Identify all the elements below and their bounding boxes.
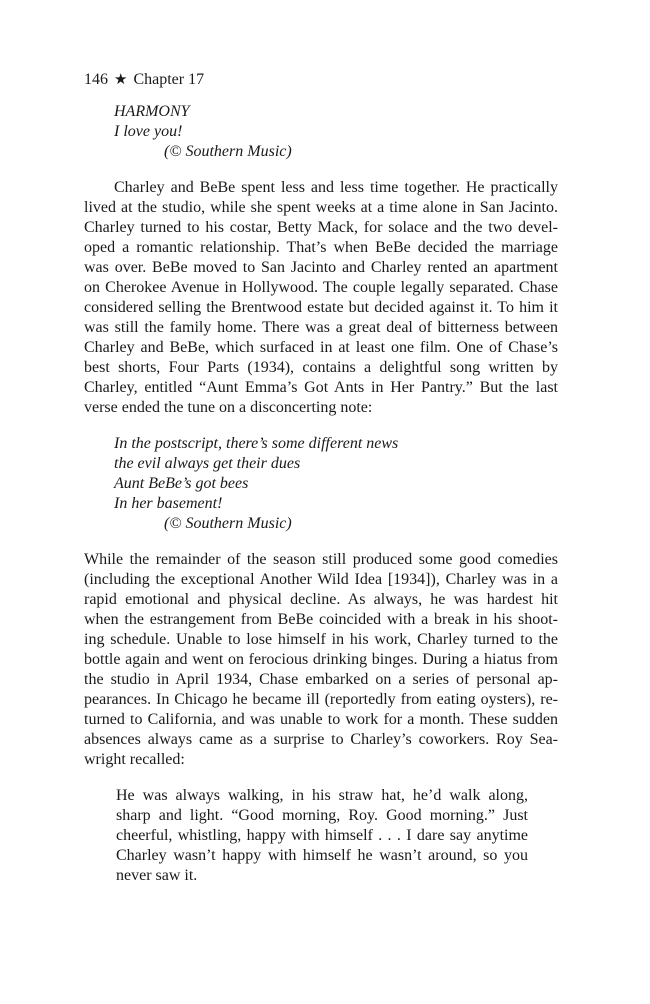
text-line: on Cherokee Avenue in Hollywood. The couple legally separated. Chase	[84, 279, 558, 296]
page-number: 146	[84, 71, 108, 88]
verse-line: In the postscript, there’s some different news	[114, 435, 399, 452]
paragraph-1	[84, 178, 558, 418]
quote-line: never saw it.	[116, 867, 198, 884]
verse-credit: (© Southern Music)	[164, 515, 292, 532]
text-line: lived at the studio, while she spent weeks at a time alone in San Jacinto.	[84, 199, 558, 216]
verse-line: I love you!	[114, 123, 183, 140]
text-line: (including the exceptional Another Wild Idea [1934]), Charley was in a	[84, 571, 558, 588]
text-line: oped a romantic relationship. That’s when BeBe decided the marriage	[84, 239, 558, 256]
text-line: best shorts, Four Parts (1934), contains a delightful song written by	[84, 359, 558, 376]
verse-line: HARMONY	[114, 103, 190, 120]
running-header	[84, 70, 558, 90]
text-line: verse ended the tune on a disconcerting note:	[84, 399, 373, 416]
quote-line: He was always walking, in his straw hat, he’d walk along,	[116, 787, 528, 804]
verse-line: In her basement!	[114, 495, 223, 512]
text-line: While the remainder of the season still produced some good comedies	[84, 551, 558, 568]
text-line: Charley and BeBe, which surfaced in at least one film. One of Chase’s	[84, 339, 558, 356]
text-line: ing schedule. Unable to lose himself in his work, Charley turned to the	[84, 631, 558, 648]
text-line: was over. BeBe moved to San Jacinto and Charley rented an apartment	[84, 259, 558, 276]
verse-credit: (© Southern Music)	[164, 143, 292, 160]
text-line: Charley and BeBe spent less and less time together. He practically	[114, 179, 558, 196]
text-line: considered selling the Brentwood estate but decided against it. To him it	[84, 299, 558, 316]
verse-line: Aunt BeBe’s got bees	[114, 475, 249, 492]
verse-block-2	[84, 434, 558, 534]
text-line: rapid emotional and physical decline. As always, he was hardest hit	[84, 591, 558, 608]
verse-block-1	[84, 102, 558, 162]
book-page	[84, 70, 558, 886]
text-line: the studio in April 1934, Chase embarked on a series of personal ap-	[84, 671, 558, 688]
text-line: was still the family home. There was a great deal of bitterness between	[84, 319, 558, 336]
text-line: absences always came as a surprise to Charley’s coworkers. Roy Sea-	[84, 731, 558, 748]
text-line: pearances. In Chicago he became ill (reportedly from eating oysters), re-	[84, 691, 558, 708]
verse-line: the evil always get their dues	[114, 455, 301, 472]
text-line: Charley, entitled “Aunt Emma’s Got Ants in Her Pantry.” But the last	[84, 379, 558, 396]
text-line: when the estrangement from BeBe coincided with a break in his shoot-	[84, 611, 558, 628]
block-quote	[84, 786, 528, 886]
star-icon: ★	[114, 72, 128, 88]
quote-line: Charley wasn’t happy with himself he wasn’t around, so you	[116, 847, 528, 864]
text-line: bottle again and went on ferocious drinking binges. During a hiatus from	[84, 651, 558, 668]
quote-line: sharp and light. “Good morning, Roy. Good morning.” Just	[116, 807, 528, 824]
chapter-label: Chapter 17	[133, 71, 205, 88]
text-line: wright recalled:	[84, 751, 185, 768]
paragraph-2	[84, 550, 558, 770]
text-line: Charley turned to his costar, Betty Mack, for solace and the two devel-	[84, 219, 558, 236]
quote-line: cheerful, whistling, happy with himself . . . I dare say anytime	[116, 827, 528, 844]
text-line: turned to California, and was unable to work for a month. These sudden	[84, 711, 558, 728]
